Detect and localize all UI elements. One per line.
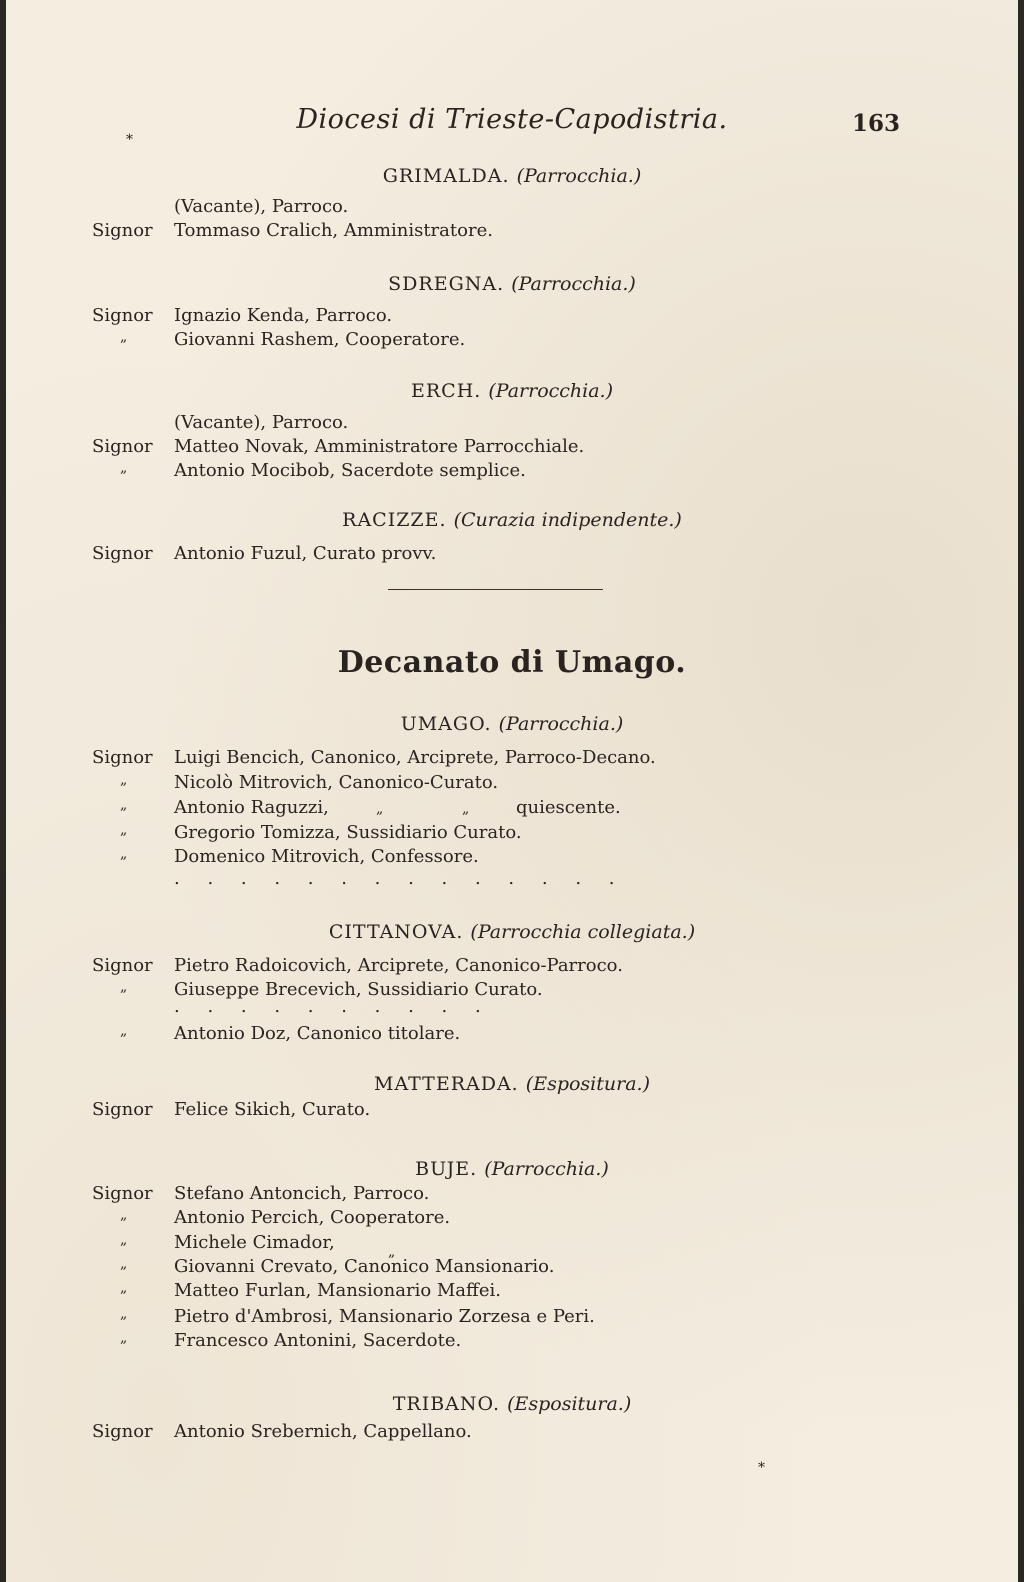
- ditto-mark: „: [120, 1256, 128, 1272]
- entry-text: Matteo Novak, Amministratore Parrocchiale.: [174, 436, 585, 457]
- dot-leader: . . . . . . . . . . . . . .: [174, 868, 626, 889]
- entry-text: Pietro d'Ambrosi, Mansionario Zorzesa e Peri.: [174, 1306, 595, 1327]
- entry-text: Luigi Bencich, Canonico, Arciprete, Parroco-Decano.: [174, 747, 656, 768]
- entry-text: Ignazio Kenda, Parroco.: [174, 305, 393, 326]
- section-divider: [388, 589, 603, 590]
- entry-text: Antonio Mocibob, Sacerdote semplice.: [174, 460, 526, 481]
- ditto-mark: „: [120, 1330, 128, 1346]
- section-name: GRIMALDA.: [382, 165, 510, 187]
- section-heading-matterada: [6, 1073, 1018, 1095]
- book-page: [6, 0, 1018, 1582]
- section-type: (Parrocchia.): [511, 273, 636, 295]
- ditto-mark: „: [120, 772, 128, 788]
- entry-text: Giovanni Crevato, Canonico Mansionario.: [174, 1256, 555, 1277]
- section-heading-umago: [6, 713, 1018, 735]
- section-heading-erch: [6, 380, 1018, 402]
- ditto-mark: „: [120, 1232, 128, 1248]
- entry-text: Antonio Percich, Cooperatore.: [174, 1207, 451, 1228]
- section-name: CITTANOVA.: [328, 921, 464, 943]
- entry-text: Tommaso Cralich, Amministratore.: [174, 220, 493, 241]
- section-type: (Parrocchia.): [484, 1158, 609, 1180]
- ditto-mark: „: [120, 797, 128, 813]
- section-type: (Parrocchia collegiata.): [470, 921, 696, 943]
- entry-text: Francesco Antonini, Sacerdote.: [174, 1330, 462, 1351]
- entry-text: Gregorio Tomizza, Sussidiario Curato.: [174, 822, 522, 843]
- entry-text: Nicolò Mitrovich, Canonico-Curato.: [174, 772, 499, 793]
- ditto-mark: „: [376, 801, 384, 817]
- section-type: (Parrocchia.): [516, 165, 642, 187]
- ditto-mark: „: [120, 1023, 128, 1039]
- entry-prefix: Signor: [92, 220, 153, 241]
- dot-leader: . . . . . . . . . .: [174, 996, 492, 1017]
- ditto-mark: „: [462, 801, 470, 817]
- running-header-title: Diocesi di Trieste-Capodistria.: [296, 104, 728, 135]
- printer-mark: *: [126, 132, 133, 148]
- ditto-mark: „: [120, 329, 128, 345]
- section-heading-sdregna: [6, 273, 1018, 295]
- entry-prefix: Signor: [92, 1421, 153, 1442]
- section-heading-buje: [6, 1158, 1018, 1180]
- entry-text: Michele Cimador,: [174, 1232, 335, 1253]
- section-name: RACIZZE.: [342, 509, 447, 531]
- entry-text: Giovanni Rashem, Cooperatore.: [174, 329, 466, 350]
- entry-prefix: Signor: [92, 955, 153, 976]
- ditto-mark: „: [388, 1244, 396, 1260]
- section-heading-grimalda: [6, 165, 1018, 187]
- entry-text: Giuseppe Brecevich, Sussidiario Curato.: [174, 979, 543, 1000]
- section-name: TRIBANO.: [392, 1393, 501, 1415]
- printer-mark: *: [758, 1460, 765, 1476]
- deanery-title: Decanato di Umago.: [337, 645, 687, 680]
- entry-prefix: Signor: [92, 1183, 153, 1204]
- entry-text: (Vacante), Parroco.: [174, 412, 349, 433]
- section-type: (Parrocchia.): [488, 380, 614, 402]
- section-heading-racizze: [6, 509, 1018, 531]
- entry-text: Domenico Mitrovich, Confessore.: [174, 846, 479, 867]
- entry-prefix: Signor: [92, 305, 153, 326]
- entry-text: Antonio Fuzul, Curato provv.: [174, 543, 437, 564]
- entry-text: (Vacante), Parroco.: [174, 196, 349, 217]
- entry-text: Matteo Furlan, Mansionario Maffei.: [174, 1280, 501, 1301]
- section-type: (Espositura.): [525, 1073, 650, 1095]
- entry-prefix: Signor: [92, 436, 153, 457]
- entry-text: Antonio Doz, Canonico titolare.: [174, 1023, 461, 1044]
- section-name: ERCH.: [410, 380, 482, 402]
- entry-text: Antonio Srebernich, Cappellano.: [174, 1421, 472, 1442]
- page-number: 163: [851, 110, 900, 137]
- entry-prefix: Signor: [92, 747, 153, 768]
- entry-text: Felice Sikich, Curato.: [174, 1099, 371, 1120]
- section-name: SDREGNA.: [388, 273, 505, 295]
- entry-prefix: Signor: [92, 543, 153, 564]
- ditto-mark: „: [120, 1207, 128, 1223]
- section-heading-cittanova: [6, 921, 1018, 943]
- ditto-mark: „: [120, 979, 128, 995]
- section-name: UMAGO.: [400, 713, 492, 735]
- ditto-mark: „: [120, 1306, 128, 1322]
- section-name: MATTERADA.: [374, 1073, 519, 1095]
- ditto-mark: „: [120, 846, 128, 862]
- section-name: BUJE.: [415, 1158, 478, 1180]
- ditto-mark: „: [120, 822, 128, 838]
- section-type: (Espositura.): [507, 1393, 632, 1415]
- ditto-mark: „: [120, 460, 128, 476]
- ditto-mark: „: [120, 1280, 128, 1296]
- entry-text: Stefano Antoncich, Parroco.: [174, 1183, 430, 1204]
- section-heading-tribano: [6, 1393, 1018, 1415]
- entry-text: Pietro Radoicovich, Arciprete, Canonico-Parroco.: [174, 955, 623, 976]
- section-type: (Parrocchia.): [498, 713, 624, 735]
- entry-text-tail: quiescente.: [516, 797, 621, 818]
- section-type: (Curazia indipendente.): [453, 509, 682, 531]
- entry-prefix: Signor: [92, 1099, 153, 1120]
- entry-text: Antonio Raguzzi,: [174, 797, 329, 818]
